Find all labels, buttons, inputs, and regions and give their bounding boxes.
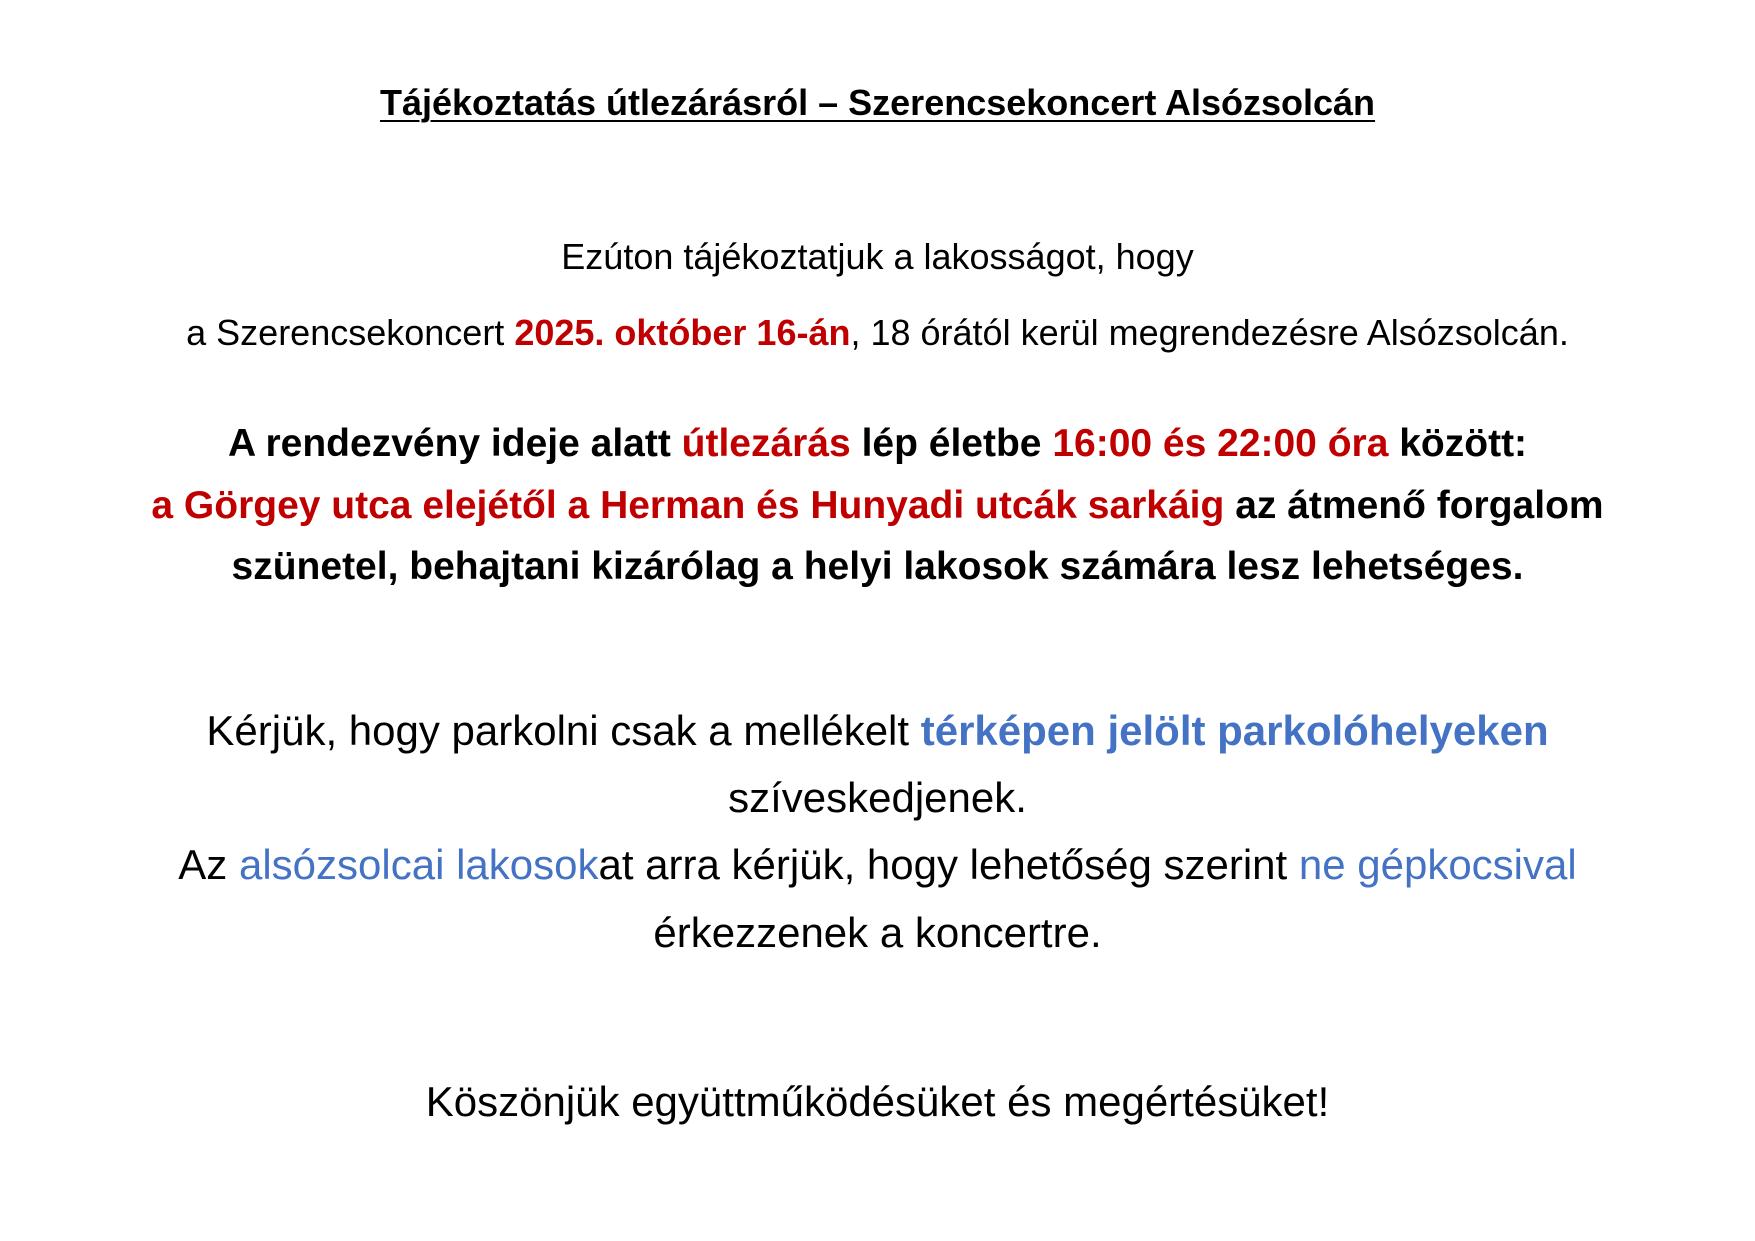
residents-text-c: at arra kérjük, hogy lehetőség szerint [598, 841, 1299, 888]
residents-keyword: alsózsolcai lakosok [238, 841, 599, 888]
intro-line-2 [0, 312, 1755, 354]
closure-street-section: a Görgey utca elejétől a Herman és Hunyadi utcák sarkáig [151, 484, 1225, 527]
closure-text-e: között: [1388, 422, 1528, 465]
intro-line-2-prefix: a Szerencsekoncert [186, 312, 515, 353]
page-title: Tájékoztatás útlezárásról – Szerencsekoncert Alsózsolcán [379, 82, 1376, 123]
closure-text-c: lép életbe [850, 422, 1053, 465]
intro-line-1: Ezúton tájékoztatjuk a lakosságot, hogy [561, 236, 1194, 277]
thanks-line: Köszönjük együttműködésüket és megértésüket! [425, 1078, 1330, 1125]
parking-map-reference: térképen jelölt parkolóhelyeken [920, 707, 1549, 754]
residents-text-a: Az [178, 841, 239, 888]
intro-line-2-suffix: , 18 órától kerül megrendezésre Alsózsolcán. [850, 312, 1569, 353]
closure-line-1 [0, 422, 1755, 466]
closure-line-2 [0, 484, 1755, 528]
closure-text-traffic: az átmenő forgalom [1224, 484, 1604, 527]
closure-text-a: A rendezvény ideje alatt [227, 422, 682, 465]
residents-request-line-2: érkezzenek a koncertre. [653, 909, 1102, 956]
event-date: 2025. október 16-án [514, 312, 851, 353]
residents-request-line-1 [0, 841, 1755, 889]
parking-request-line-1 [0, 707, 1755, 755]
no-car-keyword: ne gépkocsival [1298, 841, 1577, 888]
closure-time-range: 16:00 és 22:00 óra [1052, 422, 1389, 465]
parking-request-text: Kérjük, hogy parkolni csak a mellékelt [206, 707, 921, 754]
parking-request-line-2: szíveskedjenek. [728, 774, 1027, 821]
road-closure-keyword: útlezárás [681, 422, 851, 465]
closure-line-3: szünetel, behajtani kizárólag a helyi lakosok számára lesz lehetséges. [231, 545, 1524, 588]
